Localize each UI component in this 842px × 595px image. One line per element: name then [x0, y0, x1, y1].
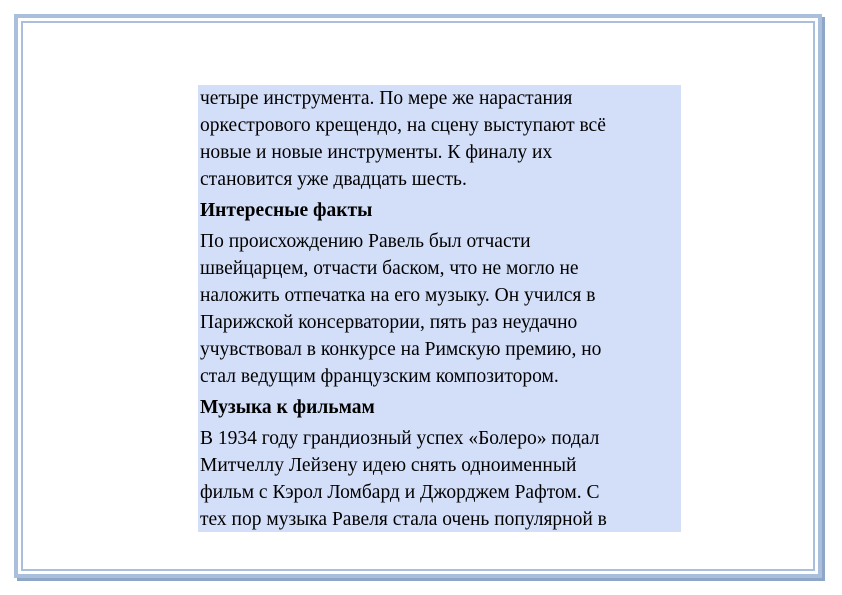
text-line: По происхождению Равель был отчасти	[200, 231, 531, 252]
text-line: фильм с Кэрол Ломбард и Джорджем Рафтом. С	[200, 482, 600, 503]
text-line: учувствовал в конкурсе на Римскую премию, но	[200, 339, 602, 360]
text-box	[198, 85, 681, 532]
text-line: новые и новые инструменты. К финалу их	[200, 142, 553, 163]
paragraph-instruments	[200, 85, 681, 193]
text-line: наложить отпечатка на его музыку. Он учился в	[200, 285, 596, 306]
text-line: В 1934 году грандиозный успех «Болеро» подал	[200, 428, 600, 449]
paragraph-origin	[200, 228, 681, 390]
heading-interesting-facts: Интересные факты	[200, 200, 373, 221]
text-line: четыре инструмента. По мере же нарастания	[200, 88, 573, 109]
heading-film-music: Музыка к фильмам	[200, 397, 375, 418]
text-line: стал ведущим французским композитором.	[200, 366, 559, 387]
text-line: тех пор музыка Равеля стала очень популярной в	[200, 509, 607, 530]
text-line: Митчеллу Лейзену идею снять одноименный	[200, 455, 577, 476]
paragraph-films	[200, 425, 681, 532]
text-line: швейцарцем, отчасти баском, что не могло не	[200, 258, 579, 279]
text-line: Парижской консерватории, пять раз неудачно	[200, 312, 578, 333]
text-line: становится уже двадцать шесть.	[200, 169, 467, 190]
text-line: оркестрового крещендо, на сцену выступают всё	[200, 115, 606, 136]
